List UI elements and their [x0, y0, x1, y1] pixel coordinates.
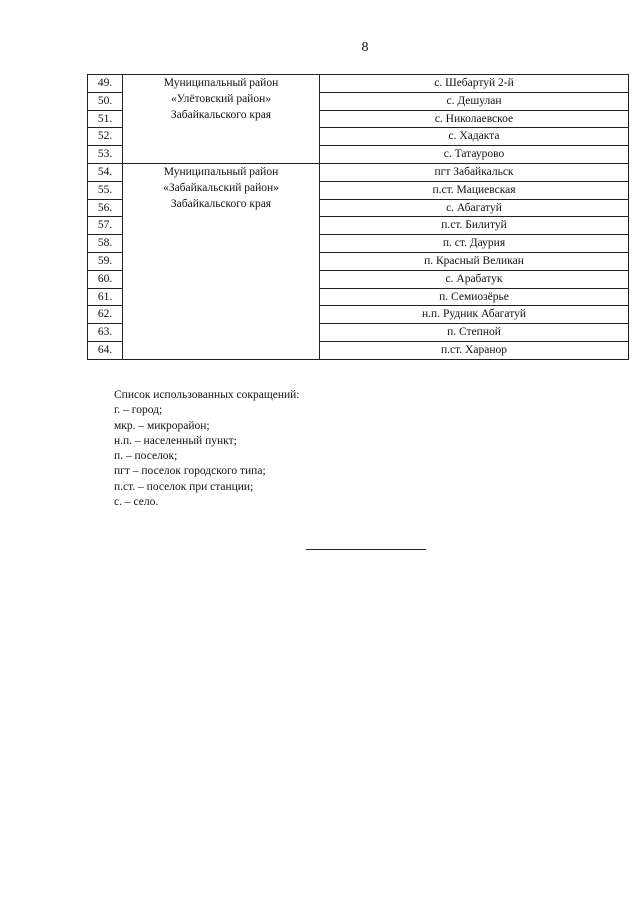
settlement-name: п. ст. Даурия [320, 235, 629, 253]
settlement-name: п.ст. Билитуй [320, 217, 629, 235]
settlement-name: с. Хадакта [320, 128, 629, 146]
settlement-name: с. Абагатуй [320, 199, 629, 217]
row-number: 62. [88, 306, 123, 324]
settlement-name: п. Семиозёрье [320, 288, 629, 306]
settlements-table [87, 74, 629, 360]
district-cell [123, 75, 320, 164]
settlement-name: с. Шебартуй 2-й [320, 75, 629, 93]
abbreviations-title: Список использованных сокращений: [114, 389, 300, 401]
district-line: «Улётовский район» [171, 93, 271, 105]
settlement-name: п. Красный Великан [320, 252, 629, 270]
row-number: 64. [88, 341, 123, 359]
page-number: 8 [361, 40, 369, 55]
district-line: Забайкальского края [170, 109, 272, 121]
settlement-name: с. Арабатук [320, 270, 629, 288]
settlement-name: с. Николаевское [320, 110, 629, 128]
row-number: 59. [88, 252, 123, 270]
row-number: 55. [88, 181, 123, 199]
settlement-name: п.ст. Харанор [320, 341, 629, 359]
separator-line [306, 549, 426, 550]
row-number: 53. [88, 146, 123, 164]
abbreviation-item: н.п. – населенный пункт; [114, 434, 237, 447]
row-number: 54. [88, 163, 123, 181]
district-cell [123, 163, 320, 359]
row-number: 63. [88, 324, 123, 342]
row-number: 56. [88, 199, 123, 217]
district-line: Забайкальского края [170, 197, 272, 210]
row-number: 58. [88, 235, 123, 253]
row-number: 50. [88, 92, 123, 110]
abbreviations-list [114, 388, 299, 510]
district-line: «Забайкальский район» [163, 181, 279, 194]
settlement-name: пгт Забайкальск [320, 163, 629, 181]
table-row [88, 75, 629, 93]
row-number: 60. [88, 270, 123, 288]
settlement-name: п. Степной [320, 324, 629, 342]
settlement-name: п.ст. Мациевская [320, 181, 629, 199]
abbreviation-item: г. – город; [114, 404, 163, 417]
settlement-name: с. Дешулан [320, 92, 629, 110]
abbreviation-item: пгт – поселок городского типа; [114, 465, 266, 478]
settlement-name: н.п. Рудник Абагатуй [320, 306, 629, 324]
row-number: 61. [88, 288, 123, 306]
row-number: 51. [88, 110, 123, 128]
row-number: 52. [88, 128, 123, 146]
row-number: 49. [88, 75, 123, 93]
row-number: 57. [88, 217, 123, 235]
table-row [88, 163, 629, 181]
settlement-name: с. Татаурово [320, 146, 629, 164]
abbreviation-item: мкр. – микрорайон; [114, 419, 210, 432]
district-line: Муниципальный район [163, 77, 279, 89]
abbreviation-item: п.ст. – поселок при станции; [114, 480, 254, 493]
district-line: Муниципальный район [163, 165, 279, 178]
abbreviation-item: п. – поселок; [114, 450, 178, 463]
abbreviation-item: с. – село. [114, 496, 159, 509]
